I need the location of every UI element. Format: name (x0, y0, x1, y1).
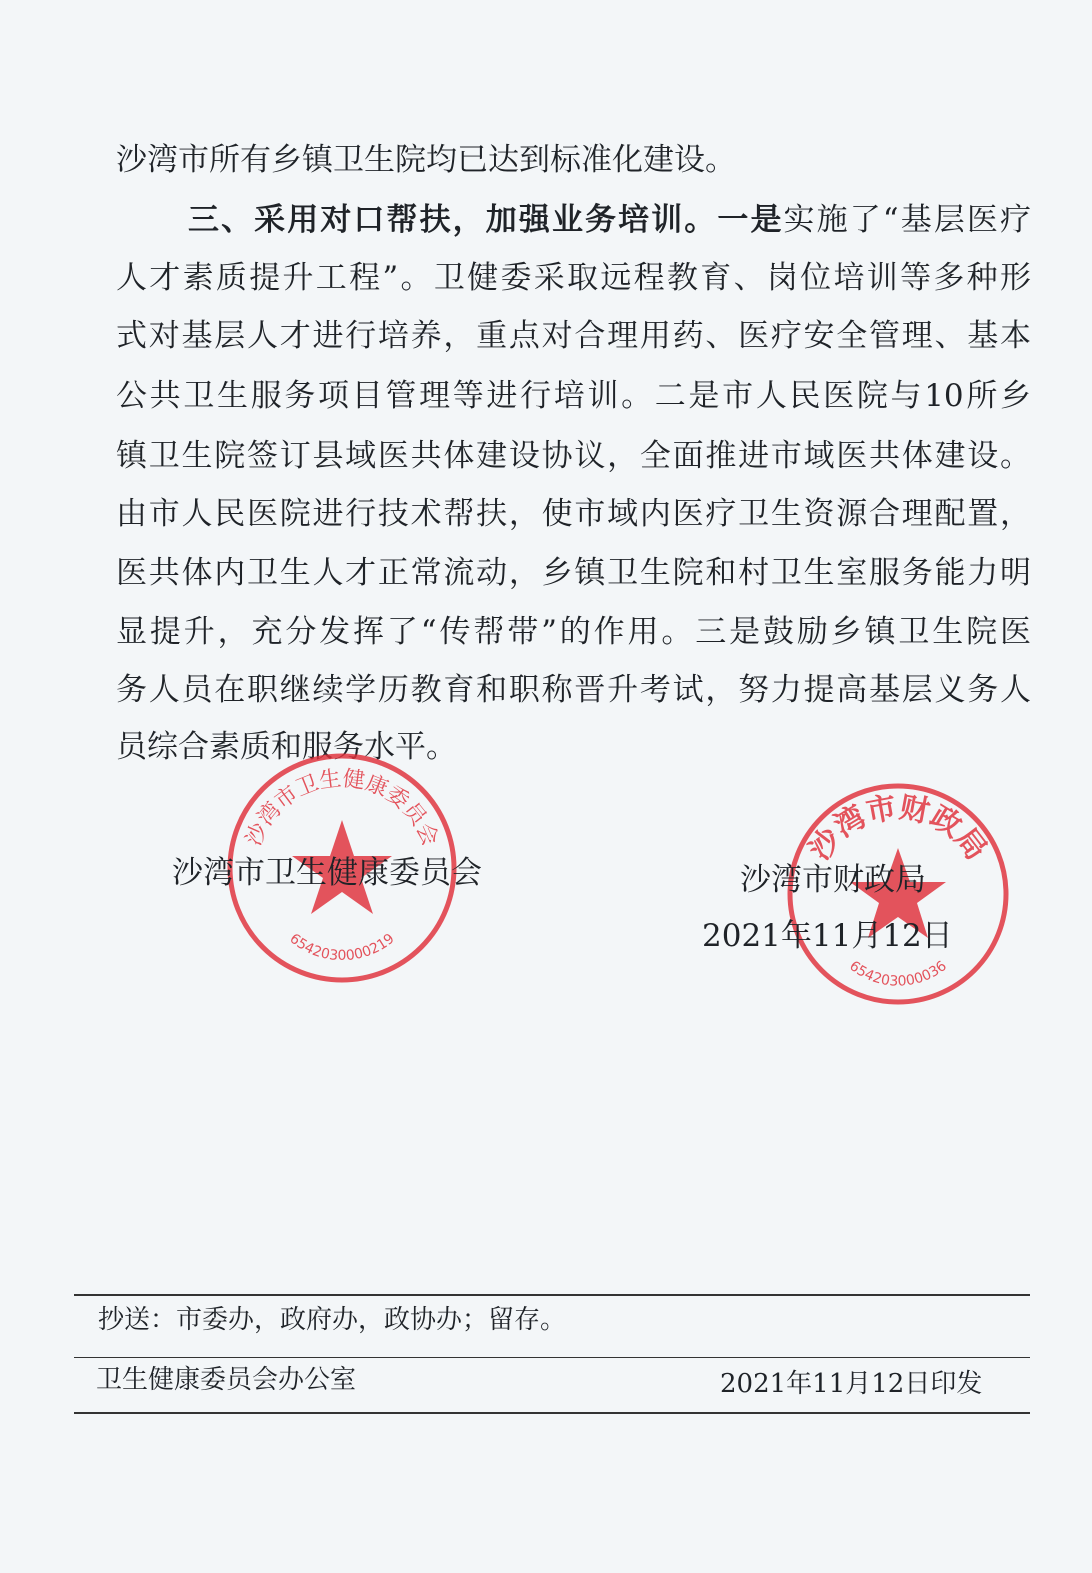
footer-top-rule (74, 1294, 1030, 1296)
body-line-10: 务人员在职继续学历教育和职称晋升考试，努力提高基层义务人 (116, 672, 1031, 708)
body-line-6: 镇卫生院签订县域医共体建设协议，全面推进市域医共体建设。 (116, 438, 1031, 474)
left-seal-text: 沙湾市卫生健康委员会 (241, 766, 443, 850)
left-signature-org: 沙湾市卫生健康委员会 (172, 855, 482, 891)
footer-middle-rule (74, 1357, 1030, 1358)
right-signature-org: 沙湾市财政局 (740, 862, 926, 898)
body-line-8: 医共体内卫生人才正常流动，乡镇卫生院和村卫生室服务能力明 (116, 555, 1031, 591)
body-line-1: 沙湾市所有乡镇卫生院均已达到标准化建设。 (116, 142, 736, 178)
issuing-office: 卫生健康委员会办公室 (96, 1365, 357, 1395)
right-seal-number: 654203000036 (846, 958, 950, 990)
body-line-3: 人才素质提升工程”。卫健委采取远程教育、岗位培训等多种形 (116, 260, 1031, 296)
item-one-label: 一是 (717, 202, 784, 238)
body-line-5: 公共卫生服务项目管理等进行培训。二是市人民医院与10所乡 (116, 378, 1031, 414)
item-one-text: 实施了“基层医疗 (783, 202, 1031, 238)
body-line-9: 显提升，充分发挥了“传帮带”的作用。三是鼓励乡镇卫生院医 (116, 614, 1031, 650)
body-line-2 (116, 200, 1031, 240)
signature-date: 2021年11月12日 (702, 918, 953, 954)
body-line-11: 员综合素质和服务水平。 (116, 729, 457, 765)
body-line-7: 由市人民医院进行技术帮扶，使市域内医疗卫生资源合理配置， (116, 496, 1031, 532)
cc-line: 抄送：市委办，政府办，政协办；留存。 (98, 1305, 567, 1335)
right-seal-text: 沙湾市财政局 (802, 790, 994, 867)
print-date: 2021年11月12日印发 (720, 1369, 983, 1399)
section-heading: 三、采用对口帮扶，加强业务培训。 (188, 202, 718, 238)
left-seal-number: 6542030000219 (286, 930, 398, 965)
body-line-4: 式对基层人才进行培养，重点对合理用药、医疗安全管理、基本 (116, 318, 1031, 354)
footer-bottom-rule (74, 1412, 1030, 1414)
